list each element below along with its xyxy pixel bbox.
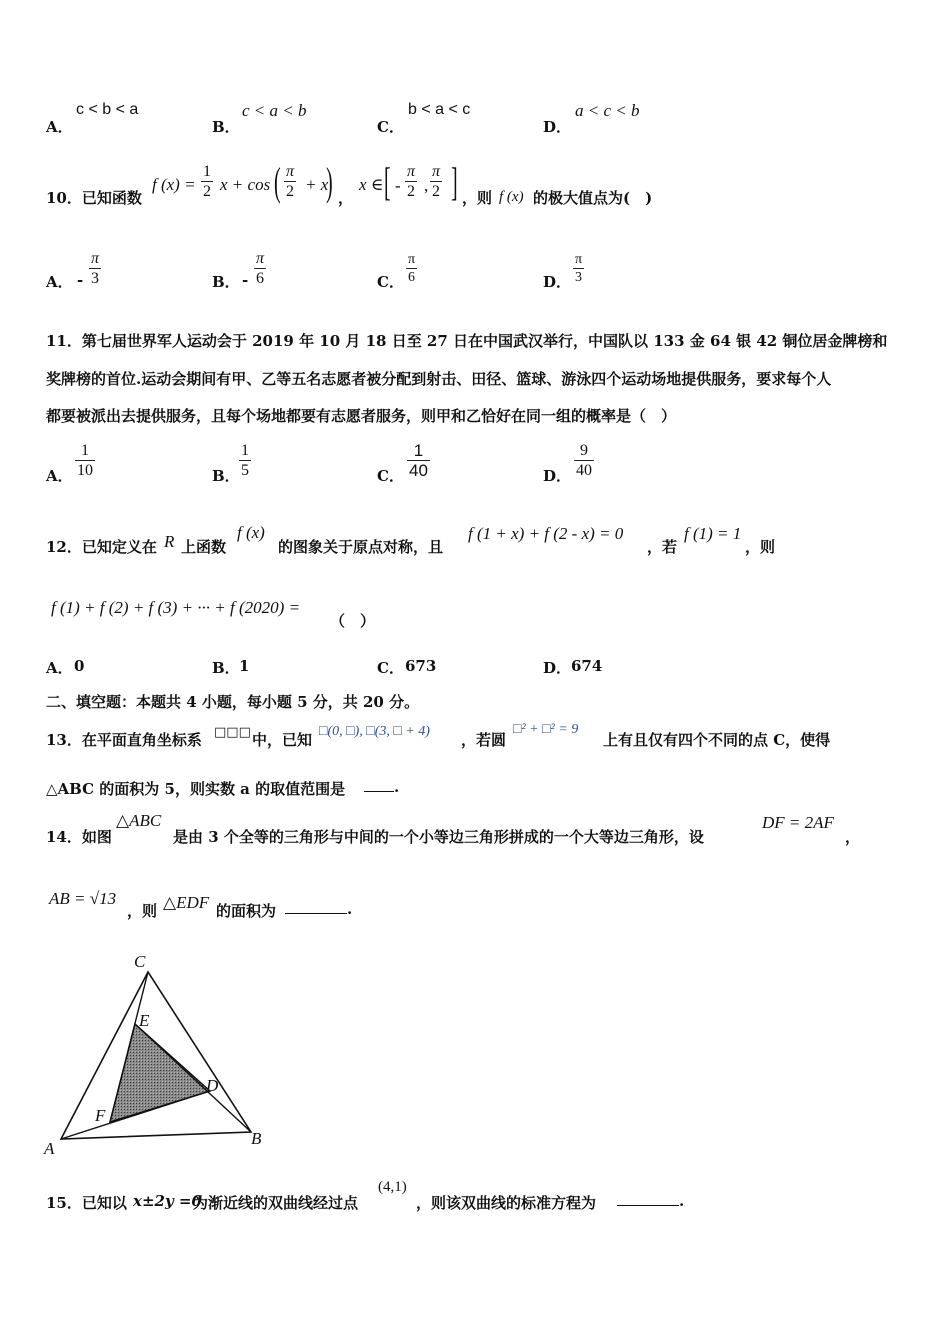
q13-mid-2: ，若圆 <box>461 731 507 749</box>
q10-fraction-left: $\frac{\pi}{2}$ <box>407 163 416 200</box>
q10-minus: - <box>395 176 401 195</box>
q15-point: (4,1) <box>378 1179 407 1195</box>
q9-option-d-label: D． <box>543 118 572 136</box>
q10-option-c: $\frac{\pi}{6}$ <box>408 252 416 285</box>
q9-option-c-label: C． <box>377 118 404 136</box>
figure-label-f: F <box>95 1106 106 1125</box>
q13-blank: . <box>364 778 399 796</box>
q12-option-a: 0 <box>74 657 85 675</box>
q9-option-c: b < a < c <box>408 101 471 118</box>
q14-edf: △EDF <box>163 893 210 912</box>
q10-suffix: 的极大值点为( ) <box>533 189 653 207</box>
q10-then: ，则 <box>462 189 493 207</box>
q10-option-d-label: D． <box>543 273 572 291</box>
q11-option-a-label: A． <box>46 467 73 485</box>
q12-mid-3: ，若 <box>647 538 678 556</box>
q12-fx: f (x) <box>237 523 265 542</box>
section-2-heading: 二、填空题：本题共 4 小题，每小题 5 分，共 20 分。 <box>46 693 420 711</box>
q9-option-b: c < a < b <box>242 101 307 120</box>
q13-mid-3: 上有且仅有四个不同的点 C，使得 <box>603 731 831 749</box>
q11-line-2: 奖牌榜的首位.运动会期间有甲、乙等五名志愿者被分配到射击、田径、篮球、游泳四个运动场地提供服务，要求每个人 <box>46 370 832 388</box>
q10-plus-x: + x <box>305 175 329 194</box>
q12-eq-1: f (1 + x) + f (2 - x) = 0 <box>468 524 624 543</box>
q10-prefix: 10．已知函数 <box>46 189 142 207</box>
q10-comma-inner: , <box>424 176 429 195</box>
q14-mid-3: 的面积为 <box>216 902 277 920</box>
q12-option-a-label: A． <box>46 659 73 677</box>
q12-paren: （ ） <box>330 612 376 630</box>
q12-mid-2: 的图象关于原点对称，且 <box>278 538 444 556</box>
q12-sum: f (1) + f (2) + f (3) + ··· + f (2020) = <box>51 598 301 617</box>
q11-option-d: $\frac{9}{40}$ <box>576 442 592 479</box>
q11-option-d-label: D． <box>543 467 572 485</box>
q15-prefix: 15．已知以 <box>46 1194 127 1212</box>
q10-option-a-label: A． <box>46 273 73 291</box>
figure-label-d: D <box>206 1076 219 1095</box>
q12-option-d-label: D． <box>543 659 572 677</box>
q14-eq: DF = 2AF <box>762 813 834 832</box>
q14-ab: AB = √13 <box>49 889 117 908</box>
q13-mid-1: 中，已知 <box>252 731 313 749</box>
q13-points: □(0, □), □(3, □ + 4) <box>319 724 430 739</box>
q15-eq: x±2y =0 <box>133 1192 202 1210</box>
q14-mid-2: ，则 <box>127 902 158 920</box>
q9-option-a: c < b < a <box>76 101 139 118</box>
q10-option-b-sign: - <box>242 271 249 289</box>
q10-option-d: $\frac{\pi}{3}$ <box>575 252 583 285</box>
q9-option-d: a < c < b <box>575 101 640 120</box>
q10-option-c-label: C． <box>377 273 404 291</box>
q12-r: R <box>164 532 175 551</box>
q10-half-den: 2 <box>203 183 211 200</box>
q12-option-b: 1 <box>239 657 250 675</box>
q11-option-b: $\frac{1}{5}$ <box>241 442 249 479</box>
q14-triangle-abc: △ABC <box>116 811 162 830</box>
q12-prefix: 12．已知定义在 <box>46 538 157 556</box>
q10-fraction-half <box>201 162 213 201</box>
q10-comma: ， <box>338 189 354 207</box>
q10-half-num: 1 <box>203 163 211 180</box>
q15-mid-1: 为渐近线的双曲线经过点 <box>193 1194 359 1212</box>
q12-option-d: 674 <box>571 657 603 675</box>
q12-mid-4: ，则 <box>745 538 776 556</box>
q10-option-b-label: B． <box>212 273 240 291</box>
q12-mid-1: 上函数 <box>181 538 227 556</box>
q9-option-b-label: B． <box>212 118 240 136</box>
q13-prefix: 13．在平面直角坐标系 <box>46 731 202 749</box>
q10-option-b: $\frac{\pi}{6}$ <box>256 250 265 287</box>
q10-fx: f (x) = <box>152 175 196 194</box>
q14-prefix: 14．如图 <box>46 828 112 846</box>
q13-line-2: △ABC 的面积为 5，则实数 a 的取值范围是 <box>46 780 346 798</box>
q10-option-a: $\frac{\pi}{3}$ <box>91 250 100 287</box>
q10-pi: π <box>286 163 295 180</box>
q12-option-c: 673 <box>405 657 437 675</box>
q10-x-plus-cos: x + cos <box>220 175 271 194</box>
q14-comma: ， <box>845 828 861 846</box>
q14-figure <box>40 950 280 1165</box>
q15-blank: . <box>617 1192 684 1210</box>
figure-label-c: C <box>134 952 146 971</box>
q10-fraction-right: $\frac{\pi}{2}$ <box>432 163 441 200</box>
q11-option-c: $\frac{1}{40}$ <box>409 441 428 480</box>
figure-label-a: A <box>44 1139 55 1158</box>
q12-eq-2: f (1) = 1 <box>684 524 742 543</box>
q11-line-1: 11．第七届世界军人运动会于 2019 年 10 月 18 日至 27 日在中国武汉举行，中国队以 133 金 64 银 42 铜位居金牌榜和 <box>46 332 888 350</box>
q10-fraction-pi-2 <box>284 162 296 201</box>
figure-label-b: B <box>251 1129 262 1148</box>
figure-label-e: E <box>139 1011 150 1030</box>
q12-option-b-label: B． <box>212 659 240 677</box>
q11-option-b-label: B． <box>212 467 240 485</box>
q14-blank: . <box>285 900 352 918</box>
q14-mid-1: 是由 3 个全等的三角形与中间的一个小等边三角形拼成的一个大等边三角形，设 <box>173 828 704 846</box>
q10-option-a-sign: - <box>77 271 84 289</box>
q11-option-a: $\frac{1}{10}$ <box>77 442 93 479</box>
q11-line-3: 都要被派出去提供服务，且每个场地都要有志愿者服务，则甲和乙恰好在同一组的概率是（ ） <box>46 407 677 425</box>
q13-boxes: □□□ <box>214 725 251 740</box>
q12-option-c-label: C． <box>377 659 404 677</box>
q10-x-in: x ∈ <box>359 175 384 194</box>
q13-circle: □² + □² = 9 <box>513 722 579 737</box>
triangle-figure <box>40 950 280 1165</box>
q10-fx-small: f (x) <box>499 189 524 205</box>
q9-option-a-label: A． <box>46 118 73 136</box>
q11-option-c-label: C． <box>377 467 404 485</box>
q10-pi-den: 2 <box>286 183 294 200</box>
q15-mid-2: ，则该双曲线的标准方程为 <box>416 1194 597 1212</box>
